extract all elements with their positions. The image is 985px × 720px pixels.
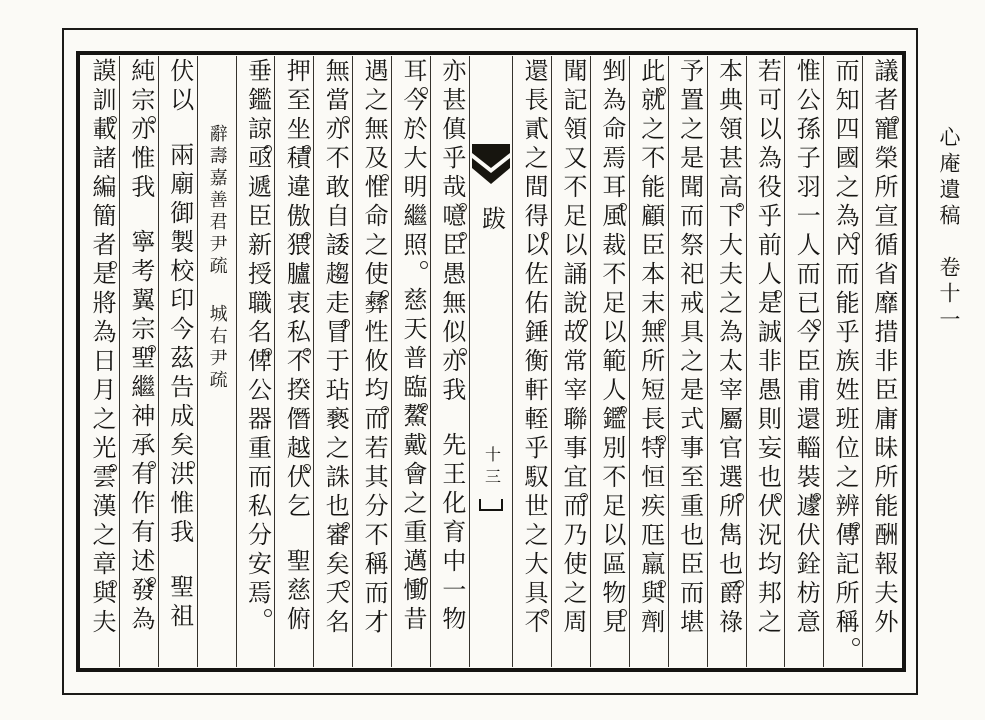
text-column: 純宗亦惟我寧考翼宗聖繼神承有作有述發為 bbox=[119, 56, 158, 667]
text-column: 剉為命焉耳風裁不足以範人鑑別不足以區物見 bbox=[590, 56, 629, 667]
text-column: 予置之是聞而祭祀戒具之是式事至重也臣而堪 bbox=[668, 56, 707, 667]
text-column: 謨訓載諸編簡者是將為日月之光雲漢之章與夫 bbox=[87, 58, 114, 638]
text-column: 若可以為役乎前人是誠非愚則妄也伏況均邦之 bbox=[746, 56, 785, 667]
text-column: 此就之不能顧臣本末無所短長特恒疾尫羸與劑 bbox=[629, 56, 668, 667]
fold-bracket bbox=[479, 499, 503, 511]
section-label: 跋 bbox=[477, 206, 504, 230]
text-column: 而知四國之為內而能乎族姓班位之辨傳記所稱 bbox=[823, 56, 862, 667]
text-column: 聞記領又不足以誦說故常宰聯事宜而乃使之周 bbox=[551, 56, 590, 667]
fold-column bbox=[469, 56, 512, 667]
text-column: 耳今於大明繼照慈天普臨鰲戴會之重邁慟昔 bbox=[391, 56, 430, 667]
fishtail-ornament-icon bbox=[472, 144, 510, 190]
text-column: 本典領甚高下大夫之為太宰屬官選所雋也爵祿 bbox=[707, 56, 746, 667]
margin-title: 心庵遺稿 卷十一 bbox=[937, 126, 961, 334]
text-body bbox=[81, 56, 901, 667]
text-column: 還長貳之間得以佐佑錘衡軒輊乎馭世之大具不 bbox=[512, 56, 551, 667]
text-column: 遇之無及惟命之使彝性攸均而若其分不稱而才 bbox=[352, 56, 391, 667]
text-column: 伏以兩廟御製校印今茲告成矣洪惟我聖祖 bbox=[158, 56, 197, 667]
text-column-title-small: 辭壽嘉善君尹疏城右尹疏 bbox=[197, 56, 236, 667]
page-number: 十三 bbox=[482, 446, 500, 490]
text-column: 押至坐積違傲猥臚衷私不揆僭越伏乞聖慈俯 bbox=[274, 56, 313, 667]
text-column: 惟公孫子羽一人而已今臣甫還輜裝遽伏銓枋意 bbox=[784, 56, 823, 667]
text-column: 議者寵榮所宣循省靡措非臣庸昧所能酬報夫外 bbox=[862, 56, 901, 667]
text-column: 無當亦不敢自諉趨走冒于玷褻之誅也審矣夭名 bbox=[313, 56, 352, 667]
text-column: 亦甚傎乎哉噫臣愚無似亦我先王化育中一物 bbox=[430, 56, 469, 667]
text-column: 垂鑑諒亟遞臣新授職名俾公器重而私分安焉 bbox=[236, 56, 275, 667]
